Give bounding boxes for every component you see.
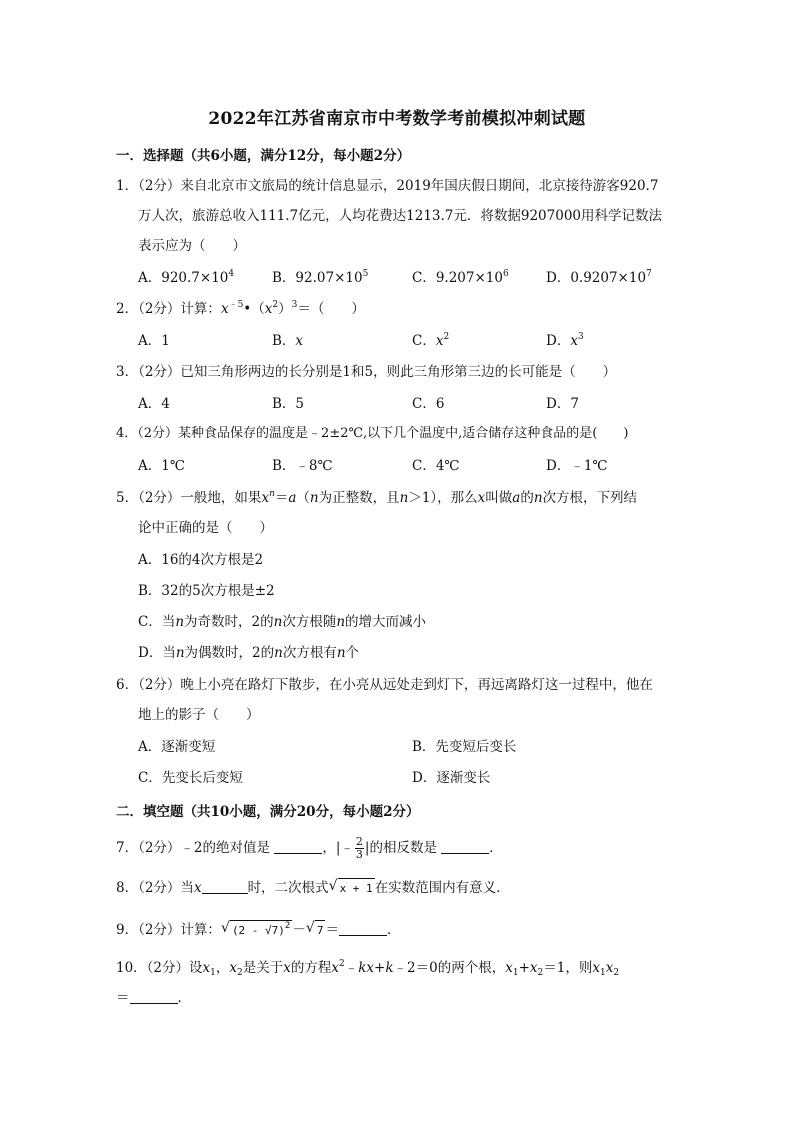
q4-option-d: D．﹣1℃ [546,458,608,474]
q8-blank [202,881,248,894]
q5-option-d: D．当n为偶数时，2的n次方根有n个 [138,645,360,661]
q4-option-a: A．1℃ [138,458,185,474]
q1-line3: 表示应为（ ） [138,238,246,254]
q6-option-b: B．先变短后变长 [412,739,517,755]
q6-line1: 6．（2分）晚上小亮在路灯下散步，在小亮从远处走到灯下，再远离路灯这一过程中，他在 [116,677,653,693]
q7-line1: 7．（2分）﹣2的绝对值是 ，|﹣ $\frac{2}{3}$ |的相反数是 ． [116,835,503,861]
q6-line2: 地上的影子（ ） [138,707,260,723]
q4-line1: 4．（2分）某种食品保存的温度是﹣2±2℃,以下几个温度中,适合储存这种食品的是( ) [116,426,629,441]
q10-line1: 10．（2分）设$x_1$，$x_2$是关于x的方程$x^2﹣kx+k﹣2=0$的两个根，$x_1+x_2=1$，则$x_1x_2$ [116,959,620,978]
q4-option-c: C．4℃ [412,458,460,474]
q6-option-c: C．先变长后变短 [138,770,243,786]
q7-fraction: $\frac{2}{3}$ [355,835,363,861]
q9-blank [339,923,387,936]
q2-option-c: C．$x^2$ [412,332,450,349]
q2-option-b: B．x [272,333,304,349]
q5-line2: 论中正确的是（ ） [138,520,273,536]
q10-line2: ＝ ． [116,990,191,1006]
q2-option-d: D．$x^3$ [546,332,584,349]
page-title: 2022年江苏省南京市中考数学考前模拟冲刺试题 [208,109,586,129]
q3-option-c: C．6 [412,396,445,412]
q3-option-a: A．4 [138,396,170,412]
q5-option-c: C．当n为奇数时，2的n次方根随n的增大而减小 [138,614,427,630]
q8-sqrt: √ x + 1 [329,878,375,899]
q3-option-d: D．7 [546,396,579,412]
q5-option-a: A．16的4次方根是2 [138,552,264,568]
q9-line1: 9．（2分）计算：√ (2 - √7)$^2$ －√ 7 ＝ ． [116,920,400,941]
q6-option-d: D．逐渐变长 [412,770,491,786]
q2-line1: 2．（2分）计算：$x^{﹣5}•(x^2)^3=$（ ） [116,300,365,317]
q1-line1: 1．（2分）来自北京市文旅局的统计信息显示，2019年国庆假日期间，北京接待游客920.7 [116,178,659,194]
q1-option-c: C．$9.207\times 10^6$ [412,269,509,286]
q2-option-a: A．1 [138,333,170,349]
q3-line1: 3．（2分）已知三角形两边的长分别是1和5，则此三角形第三边的长可能是（ ） [116,364,617,380]
q10-blank [130,991,178,1004]
section-heading-fill: 二．填空题（共10小题，满分20分，每小题2分） [116,804,420,820]
q1-option-d: D．$0.9207\times 10^7$ [546,269,652,286]
q8-line1: 8．（2分）当x 时，二次根式√ x + 1 在实数范围内有意义． [116,878,510,899]
q7-blank-2 [441,841,489,854]
q5-line1: 5．（2分）一般地，如果$x^n=a(n$为正整数，且n＞1），那么x叫做a的n次方根，下列结 [116,489,638,506]
q3-option-b: B．5 [272,396,305,412]
q9-sqrt-outer: √ (2 - √7)$^2$ [221,920,292,941]
q1-line2: 万人次，旅游总收入111.7亿元，人均花费达1213.7元．将数据9207000用科学记数法 [138,208,663,224]
q5-option-b: B．32的5次方根是±2 [138,583,275,599]
q9-sqrt-inner: √ 7 [306,920,326,941]
q7-blank-1 [274,841,322,854]
q1-option-a: A．$920.7\times 10^4$ [138,269,235,286]
section-heading-choice: 一．选择题（共6小题，满分12分，每小题2分） [116,148,411,164]
q4-option-b: B．﹣8℃ [272,458,333,474]
q6-option-a: A．逐渐变短 [138,739,216,755]
q1-option-b: B．$92.07\times 10^5$ [272,269,369,286]
